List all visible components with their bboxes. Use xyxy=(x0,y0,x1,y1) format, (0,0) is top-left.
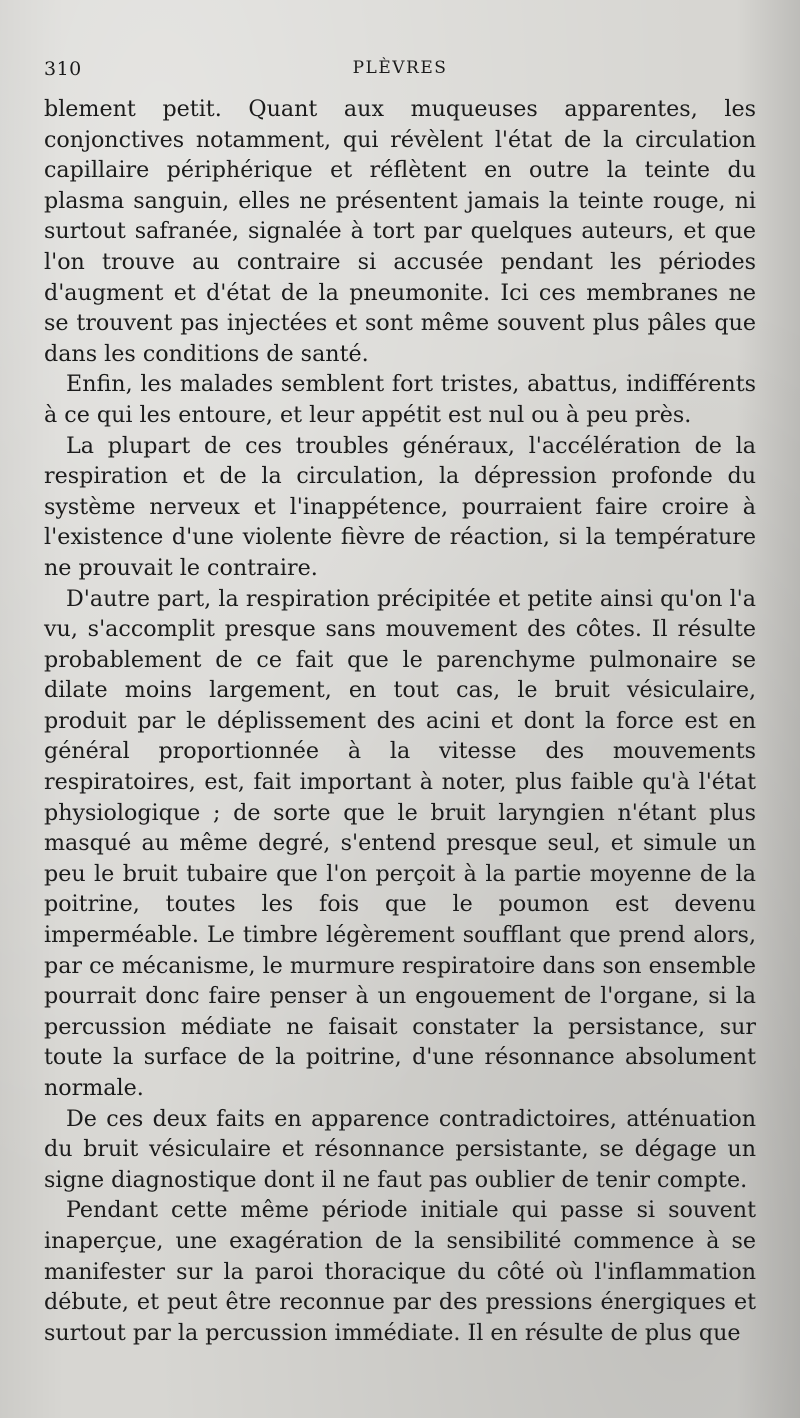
body-text xyxy=(44,94,756,1348)
paragraph: La plupart de ces troubles généraux, l'accélération de la respiration et de la circulation, la dépression profonde du système nerveux et l'inappétence, pourraient faire croire à l'existence d'une violente fièvre de réaction, si la température ne prouvait le contraire. xyxy=(44,432,756,581)
paragraph: De ces deux faits en apparence contradictoires, atténuation du bruit vésiculaire et résonnance persistante, se dégage un signe diagnostique dont il ne faut pas oublier de tenir compte. xyxy=(44,1105,756,1193)
book-page xyxy=(44,52,756,1348)
paragraph-continuation: blement petit. Quant aux muqueuses apparentes, les conjonctives notamment, qui révèlent l'état de la circulation capillaire périphérique et réflètent en outre la teinte du plasma sanguin, elles ne présentent jamais la teinte rouge, ni surtout safranée, signalée à tort par quelques auteurs, et que l'on trouve au contraire si accusée pendant les périodes d'augment et d'état de la pneumonite. Ici ces membranes ne se trouvent pas injectées et sont même souvent plus pâles que dans les conditions de santé. xyxy=(44,96,756,367)
paragraph: Enfin, les malades semblent fort tristes, abattus, indifférents à ce qui les entoure, et leur appétit est nul ou à peu près. xyxy=(44,371,756,428)
paragraph: D'autre part, la respiration précipitée et petite ainsi qu'on l'a vu, s'accomplit presque sans mouvement des côtes. Il résulte probablement de ce fait que le parenchyme pulmonaire se dilate moins largement, en tout cas, le bruit vésiculaire, produit par le déplissement des acini et dont la force est en général proportionnée à la vitesse des mouvements respiratoires, est, fait important à noter, plus faible qu'à l'état physiologique ; de sorte que le bruit laryngien n'étant plus masqué au même degré, s'entend presque seul, et simule un peu le bruit tubaire que l'on perçoit à la partie moyenne de la poitrine, toutes les fois que le poumon est devenu imperméable. Le timbre légèrement soufflant que prend alors, par ce mécanisme, le murmure respiratoire dans son ensemble pourrait donc faire penser à un engouement de l'organe, si la percussion médiate ne faisait constater la persistance, sur toute la surface de la poitrine, d'une résonnance absolument normale. xyxy=(44,585,756,1101)
paragraph: Pendant cette même période initiale qui passe si souvent inaperçue, une exagération de la sensibilité commence à se manifester sur la paroi thoracique du côté où l'inflammation débute, et peut être reconnue par des pressions énergiques et surtout par la percussion immédiate. Il en résulte de plus que xyxy=(44,1197,756,1346)
page-number: 310 xyxy=(44,58,82,80)
running-head xyxy=(44,52,756,94)
page-heading: PLÈVRES xyxy=(352,58,448,78)
